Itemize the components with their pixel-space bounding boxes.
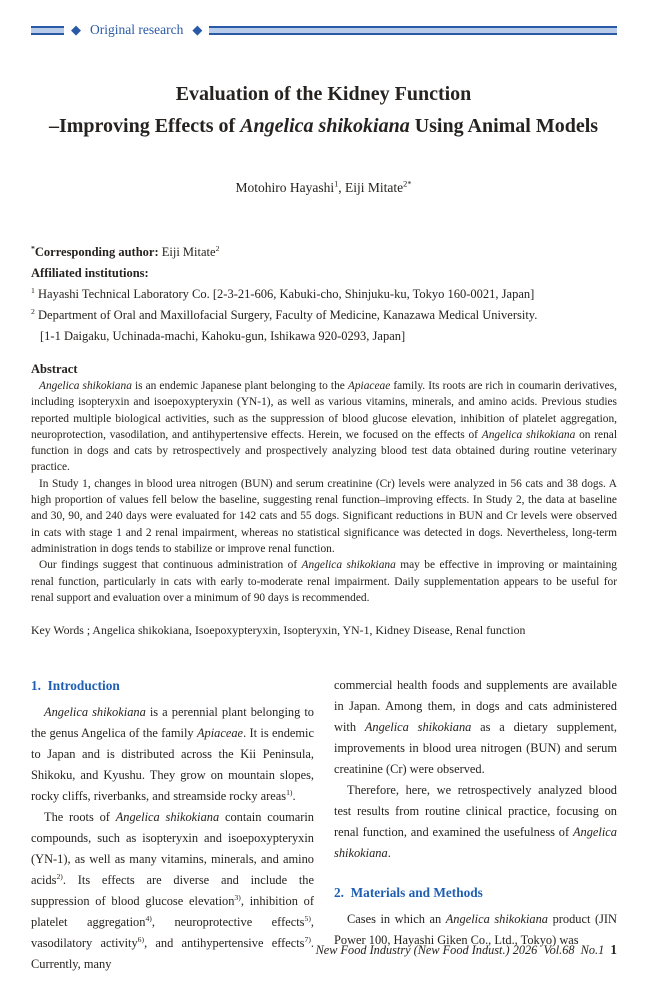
abstract-paragraph-2: In Study 1, changes in blood urea nitrogen (BUN) and serum creatinine (Cr) levels were analyzed in 56 cats and 38 dogs. A high proportion of values fell below the baseline, suggesting renal function–improving effects. In Study 2, the data at baseline and 30, 90, and 240 days were evaluated for 142 cats and 55 dogs. Significant reductions in BUN and Cr levels were observed in cats with stage 1 and 2 renal impairment, whereas no statistical significance was detected in dogs. Nevertheless, long-term administration in dogs tends to stabilize or improve renal function.	[31, 477, 617, 555]
section-2-heading: 2. Materials and Methods	[334, 885, 483, 901]
article-type-label: Original research	[90, 22, 184, 37]
affiliation-block	[31, 242, 617, 347]
left-column	[31, 675, 314, 975]
diamond-icon-right: ◆	[192, 22, 203, 38]
journal-citation: New Food Industry (New Food Indust.) 2026 Vol.68 No.1 1	[315, 942, 617, 957]
article-title	[30, 78, 617, 142]
methods-paragraph-1: Cases in which an Angelica shikokiana product (JIN Power 100, Hayashi Giken Co., Ltd., Tokyo) was	[334, 912, 617, 948]
diamond-icon-left: ◆	[71, 22, 81, 38]
affiliation-1: $^1$ Hayashi Technical Laboratory Co. [2-3-21-606, Kabuki-cho, Shinjuku-ku, Tokyo 160-0021, Japan]	[31, 285, 535, 301]
intro-paragraph-2: The roots of Angelica shikokiana contain coumarin compounds, such as isopteryxin and isoepoxypteryxin (YN-1), as well as many vitamins, minerals, and amino acids$^{2)}$. Its effects are diverse and include the suppression of blood glucose elevation$^{3)}$, inhibition of platelet aggregation$^{4)}$, neuroprotective effects$^{5)}$, vasodilatory activity$^{6)}$, and antihypertensive effects$^{7)}$. Currently, many	[31, 810, 314, 972]
affiliation-2-address: [1-1 Daigaku, Uchinada-machi, Kahoku-gun, Ishikawa 920-0293, Japan]	[40, 329, 406, 343]
intro-paragraph-1: Angelica shikokiana is a perennial plant belonging to the genus Angelica of the family Apiaceae. It is endemic to Japan and is distributed across the Kii Peninsula, Shikoku, and Kyushu. They grow on mountain slopes, rocky cliffs, riverbanks, and streamside rocky areas$^{1)}$.	[31, 705, 314, 804]
abstract-paragraph-3: Our findings suggest that continuous administration of Angelica shikokiana may be effective in improving or maintaining renal function, particularly in cats with early to-moderate renal impairment. Daily supplementation appears to be useful for renal support and evaluation over a minimum of 90 days is recommended.	[31, 559, 617, 604]
corresponding-author-line: *Corresponding author: Eiji Mitate$^2$	[31, 243, 220, 259]
intro-paragraph-2-continued: commercial health foods and supplements are available in Japan. Among them, in dogs and cats administered with Angelica shikokiana as a dietary supplement, improvements in blood urea nitrogen (BUN) and serum creatinine (Cr) were observed.	[334, 678, 617, 777]
authors-line: Motohiro Hayashi$^1$, Eiji Mitate$^{2*}$	[235, 179, 412, 195]
article-type-header	[31, 0, 617, 38]
journal-footer	[303, 927, 617, 973]
affiliated-institutions-label: Affiliated institutions:	[31, 266, 149, 280]
affiliation-2: $^2$ Department of Oral and Maxillofacial Surgery, Faculty of Medicine, Kanazawa Medical University.	[31, 306, 538, 322]
abstract-paragraph-1: Angelica shikokiana is an endemic Japanese plant belonging to the Apiaceae family. Its roots are rich in coumarin derivatives, including isopteryxin and isoepoxypteryxin (YN-1), as well as various vitamins, minerals, and amino acids. Previous studies reported multiple biological activities, such as the suppression of blood glucose elevation, inhibition of platelet aggregation, neuroprotection, vasodilation, and antihypertensive effects. Herein, we focused on the effects of Angelica shikokiana on renal function in dogs and cats by retrospectively and prospectively analyzing blood test data obtained during routine veterinary practice.	[31, 380, 617, 474]
section-1-heading: 1. Introduction	[31, 678, 120, 694]
intro-paragraph-3: Therefore, here, we retrospectively analyzed blood test results from routine clinical practice, focusing on renal function, and examined the usefulness of Angelica shikokiana.	[334, 783, 617, 861]
abstract-heading: Abstract	[31, 362, 78, 376]
keywords-line: Key Words ; Angelica shikokiana, Isoepoxypteryxin, Isopteryxin, YN-1, Kidney Disease, Renal function	[31, 623, 526, 638]
title-line-2: –Improving Effects of Angelica shikokiana Using Animal Models	[48, 115, 599, 137]
header-rule-left	[31, 26, 64, 35]
header-rule-right	[209, 26, 617, 35]
title-line-1: Evaluation of the Kidney Function	[175, 83, 472, 105]
abstract-section	[31, 361, 617, 606]
